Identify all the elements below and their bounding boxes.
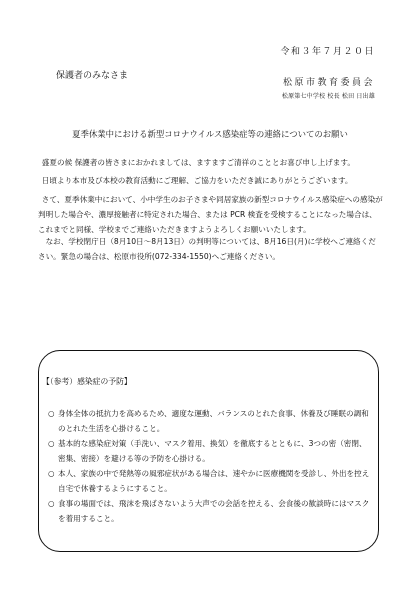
- closure-paragraph: [38, 234, 383, 264]
- list-item-text: 身体全体の抵抗力を高めるため、適度な運動、バランスのとれた食事、休養及び睡眠の調和のとれた生活を心掛けること。: [58, 409, 369, 433]
- circle-bullet-icon: ○: [48, 469, 55, 478]
- paragraph-text: 盛夏の候 保護者の皆さまにおかれましては、ますますご清祥のこととお喜び申し上げます。: [41, 158, 355, 167]
- list-item-text: 基本的な感染症対策（手洗い、マスク着用、換気）を徹底するとともに、3つの密（密閉、密集、密接）を避ける等の予防を心掛ける。: [58, 439, 367, 463]
- paragraph-text: 日頃より本市及び本校の教育活動にご理解、ご協力をいただき誠にありがとうございます。: [41, 176, 353, 185]
- circle-bullet-icon: ○: [48, 499, 55, 508]
- sender-organization: 松原市教育委員会: [282, 78, 375, 88]
- prevention-list: [48, 406, 370, 526]
- letter-title: 夏季休業中における新型コロナウイルス感染症等の連絡についてのお願い: [72, 129, 348, 139]
- notice-heading: 【（参考）感染症の予防】: [42, 377, 132, 386]
- addressee: 保護者のみなさま: [56, 71, 129, 81]
- list-item: [48, 466, 370, 496]
- circle-bullet-icon: ○: [48, 439, 55, 448]
- list-item: [48, 496, 370, 526]
- paragraph-text: さて、夏季休業中において、小中学生のお子さまや同居家族の新型コロナウイルス感染症への感染が判明した場合や、濃厚接触者に特定された場合、または PCR 検査を受検することになった場合は、これまでと同様、学校までご連絡いただきますようよろしくお願いいたします。: [38, 195, 383, 234]
- request-paragraph: [38, 192, 383, 237]
- sender-school-principal: 松原第七中学校 校長 松田 日出雄: [281, 93, 375, 100]
- list-item: [48, 436, 370, 466]
- list-item: [48, 406, 370, 436]
- list-item-text: 本人、家族の中で発熱等の風邪症状がある場合は、速やかに医療機関を受診し、外出を控え自宅で休養するようにすること。: [58, 469, 370, 493]
- letter-date: 令和３年７月２０日: [280, 47, 375, 57]
- paragraph-text: なお、学校閉庁日（8月10日～8月13日）の判明等については、8月16日(月)に学校へご連絡ください。緊急の場合は、松原市役所(072-334-1550)へご連絡ください。: [38, 237, 376, 261]
- greeting-paragraph: [38, 155, 383, 170]
- list-item-text: 食事の場面では、飛沫を飛ばさないよう大声での会話を控える、会食後の歓談時にはマスクを着用すること。: [58, 499, 370, 523]
- circle-bullet-icon: ○: [48, 409, 55, 418]
- thanks-paragraph: [38, 173, 383, 188]
